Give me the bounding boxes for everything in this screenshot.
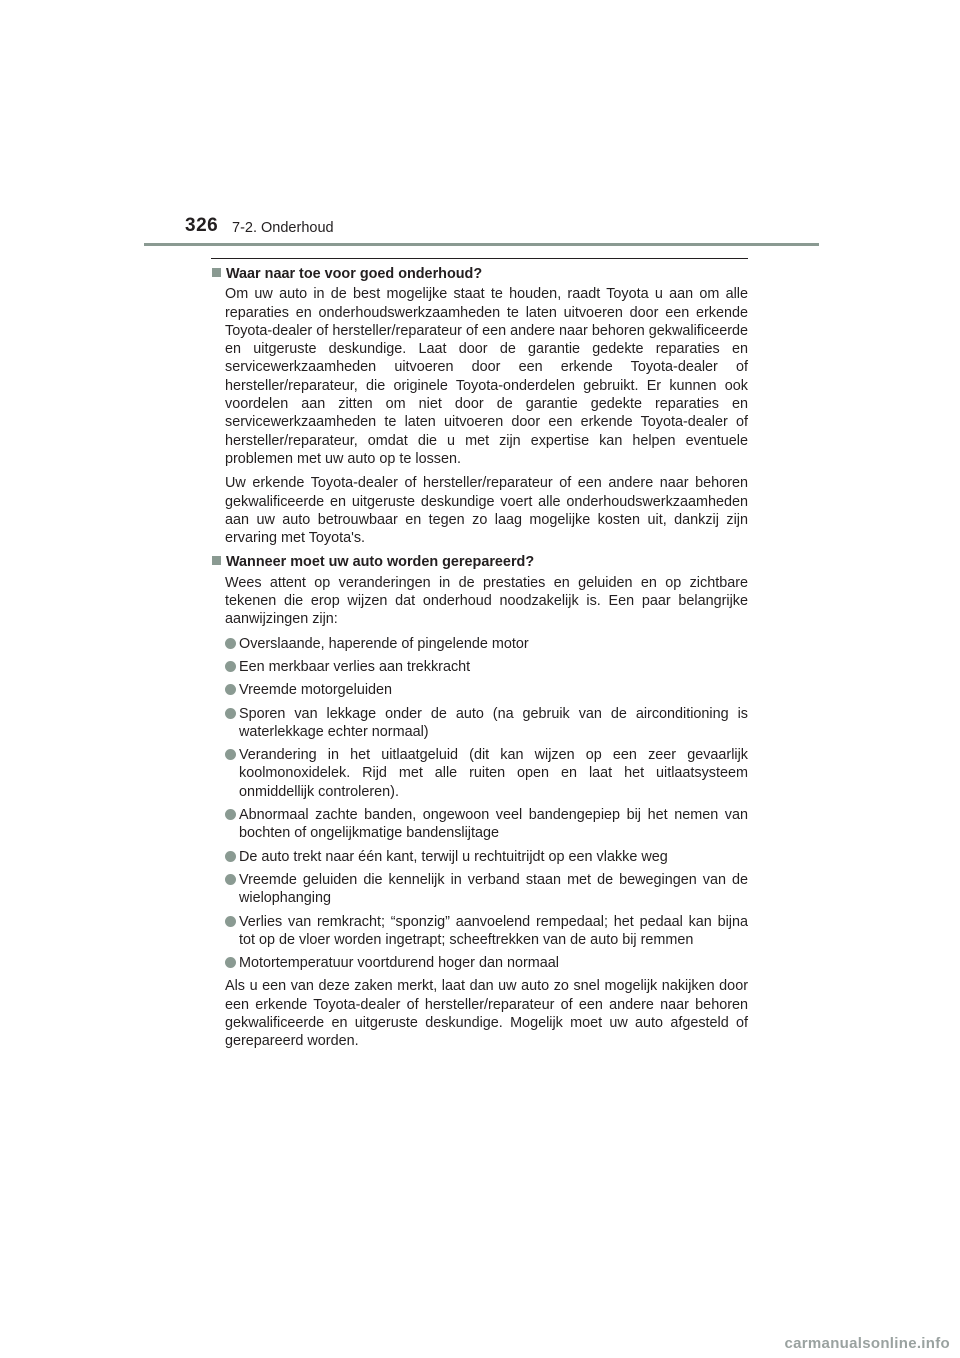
page-number: 326 — [185, 215, 219, 236]
list-item — [225, 806, 748, 843]
circle-bullet-icon — [225, 661, 236, 672]
list-item-text: De auto trekt naar één kant, terwijl u rechtuitrijdt op een vlakke weg — [239, 848, 668, 865]
circle-bullet-icon — [225, 874, 236, 885]
list-item-text: Motortemperatuur voortdurend hoger dan normaal — [239, 955, 559, 972]
circle-bullet-icon — [225, 957, 236, 968]
list-item-text: Een merkbaar verlies aan trekkracht — [239, 658, 471, 675]
symptom-list — [225, 635, 748, 973]
page-header — [0, 212, 960, 246]
list-item-text: Vreemde geluiden die kennelijk in verband staan met de bewegingen van de wielophanging — [239, 871, 748, 907]
list-item — [225, 681, 748, 699]
section-title: 7-2. Onderhoud — [232, 220, 334, 236]
list-item — [225, 658, 748, 676]
list-item-text: Verandering in het uitlaatgeluid (dit kan wijzen op een zeer gevaarlijk koolmonoxidelek. Rijd met alle ruiten open en laat het uitlaatsysteem onmiddellijk controleren). — [239, 747, 748, 800]
list-item — [225, 954, 748, 972]
list-item-text: Vreemde motorgeluiden — [239, 682, 393, 699]
section-heading — [212, 265, 748, 283]
watermark: carmanualsonline.info — [784, 1335, 950, 1352]
section-heading — [212, 553, 748, 571]
list-item-text: Abnormaal zachte banden, ongewoon veel bandengepiep bij het nemen van bochten of ongelijkmatige bandenslijtage — [239, 807, 748, 842]
circle-bullet-icon — [225, 851, 236, 862]
circle-bullet-icon — [225, 708, 236, 719]
list-item — [225, 871, 748, 908]
circle-bullet-icon — [225, 749, 236, 760]
list-item — [225, 635, 748, 653]
square-bullet-icon — [212, 556, 221, 565]
list-item-text: Verlies van remkracht; “sponzig” aanvoelend rempedaal; het pedaal kan bijna tot op de vloer worden ingetrapt; scheeftrekken van de auto bij remmen — [239, 913, 748, 948]
list-item-text: Overslaande, haperende of pingelende motor — [239, 635, 529, 652]
paragraph: Als u een van deze zaken merkt, laat dan uw auto zo snel mogelijk nakijken door een erkende Toyota-dealer of hersteller/reparateur of een andere naar behoren gekwalificeerde en uitgeruste deskundige. Mogelijk moet uw auto afgesteld of gerepareerd worden. — [225, 978, 748, 1050]
section-heading-text: Waar naar toe voor goed onderhoud? — [226, 266, 483, 282]
circle-bullet-icon — [225, 809, 236, 820]
paragraph: Om uw auto in de best mogelijke staat te houden, raadt Toyota u aan om alle reparaties en onderhoudswerkzaamheden te laten uitvoeren door een erkende Toyota-dealer of hersteller/reparateur of een andere naar behoren gekwalificeerde en uitgeruste deskundige. Laat door de garantie gedekte reparaties en servicewerkzaamheden uitvoeren door een erkende Toyota-dealer of hersteller/reparateur, die originele Toyota-onderdelen gebruikt. Er kunnen ook voordelen aan zitten om niet door de garantie gedekte reparaties en servicewerkzaamheden te laten uitvoeren door een erkende Toyota-dealer of hersteller/reparateur, omdat die u met zijn expertise kan helpen eventuele problemen met uw auto op te lossen. — [225, 286, 748, 467]
section-heading-text: Wanneer moet uw auto worden gerepareerd? — [226, 554, 535, 571]
circle-bullet-icon — [225, 684, 236, 695]
paragraph: Uw erkende Toyota-dealer of hersteller/reparateur of een andere naar behoren gekwalificeerde en uitgeruste deskundige voert alle onderhoudswerkzaamheden aan uw auto betrouwbaar en tegen zo laag mogelijke kosten uit, dankzij zijn ervaring met Toyota's. — [225, 475, 748, 547]
list-item-text: Sporen van lekkage onder de auto (na gebruik van de airconditioning is waterlekkage echter normaal) — [239, 705, 748, 740]
list-item — [225, 746, 748, 801]
circle-bullet-icon — [225, 638, 236, 649]
square-bullet-icon — [212, 268, 221, 277]
list-item — [225, 913, 748, 950]
header-rule — [144, 243, 819, 246]
paragraph: Wees attent op veranderingen in de prestaties en geluiden en op zichtbare tekenen die erop wijzen dat onderhoud noodzakelijk is. Een paar belangrijke aanwijzingen zijn: — [225, 574, 748, 628]
list-item — [225, 848, 748, 866]
list-item — [225, 705, 748, 742]
circle-bullet-icon — [225, 916, 236, 927]
content-top-rule — [211, 258, 748, 259]
page-content — [212, 265, 748, 1057]
